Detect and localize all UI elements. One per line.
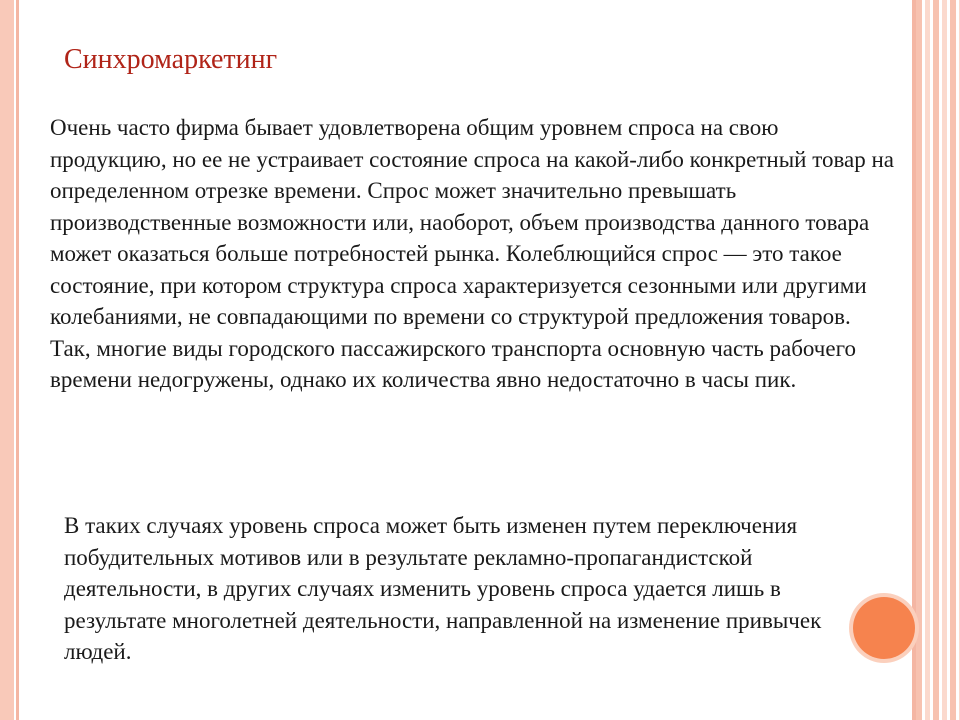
body-paragraph-1: Очень часто фирма бывает удовлетворена общим уровнем спроса на свою продукцию, но ее не устраивает состояние спроса на какой-либо конкретный товар на определенном отрезке времени. Спрос может значительно превышать производственные возможности или, наоборот, объем производства данного товара может оказаться больше потребностей рынка. Колеблющийся спрос — это такое состояние, при котором структура спроса характеризуется сезонными или другими колебаниями, не совпадающими по времени со структурой предложения товаров. Так, многие виды городского пассажирского транспорта основную часть рабочего времени недогружены, однако их количества явно недостаточно в часы пик. [50, 115, 895, 392]
right-striped-frame [916, 0, 960, 720]
left-frame-border [0, 0, 16, 720]
left-frame-line [16, 0, 19, 720]
orange-circle-decoration [853, 597, 915, 659]
slide-title: Синхромаркетинг [64, 44, 278, 75]
body-paragraph-2: В таких случаях уровень спроса может быть изменен путем переключения побудительных мотивов или в результате рекламно-пропагандистской деятельности, в других случаях изменить уровень спроса удается лишь в результате многолетней деятельности, направленной на изменение привычек людей. [64, 513, 822, 664]
